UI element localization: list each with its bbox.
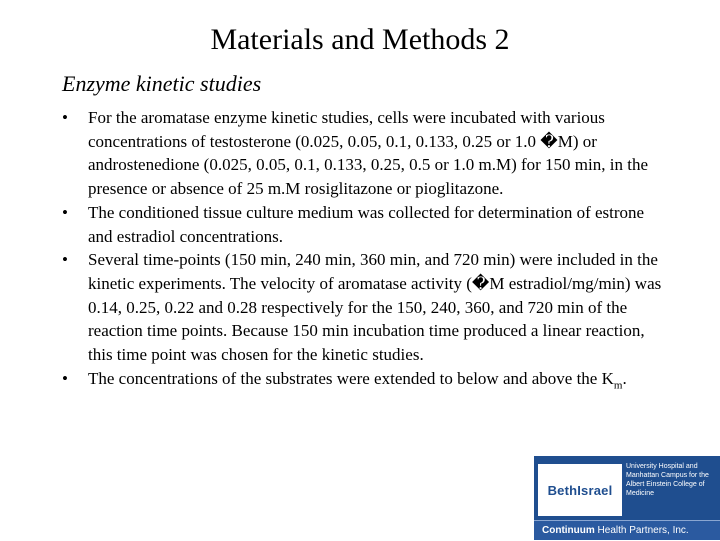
bullet-text [88,368,627,392]
bullet-item [62,248,672,367]
beth-israel-logo [534,456,720,540]
logo-footer-bold: Continuum [542,525,595,536]
bullet-text: For the aromatase enzyme kinetic studies, cells were incubated with various concentrations of testosterone (0.025, 0.05, 0.1, 0.133, 0.25 or 1.0 �M) or androstenedione (0.025, 0.05, 0.1, 0.133, 0.25, 0.5 or 1.0 m.M) for 150 min, in the presence or absence of 25 m.M rosiglitazone or pioglitazone. [88,108,648,199]
bullet-item [62,201,672,248]
logo-description: University Hospital and Manhattan Campus for the Albert Einstein College of Medicine [626,463,709,497]
slide-title: Materials and Methods 2 [210,23,510,56]
logo-header [534,456,720,519]
bullet-icon: • [62,250,68,270]
logo-footer-rest: Health Partners, Inc. [594,525,689,536]
bullet-item [62,367,672,391]
bullet-list [62,106,672,390]
bullet-text-suffix: . [622,368,627,388]
logo-wordmark: BethIsrael [538,464,622,516]
bullet-icon: • [62,202,68,222]
km-subscript: m [613,379,623,392]
bullet-icon: • [62,108,68,127]
bullet-item [62,106,672,201]
logo-footer [534,520,720,540]
bullet-text-main: The concentrations of the substrates were extended to below and above the K [88,368,614,388]
bullet-icon: • [62,368,68,388]
bullet-text: The conditioned tissue culture medium was collected for determination of estrone and estradiol concentrations. [88,202,645,246]
section-subtitle: Enzyme kinetic studies [62,71,262,96]
bullet-text: Several time-points (150 min, 240 min, 360 min, and 720 min) were included in the kinetic experiments. The velocity of aromatase activity (�M estradiol/mg/min) was 0.14, 0.25, 0.22 and 0.28 respectively for the 150, 240, 360, and 720 min of the reaction time points. Because 150 min incubation time produced a linear reaction, this time point was chosen for the kinetic studies. [88,250,662,365]
